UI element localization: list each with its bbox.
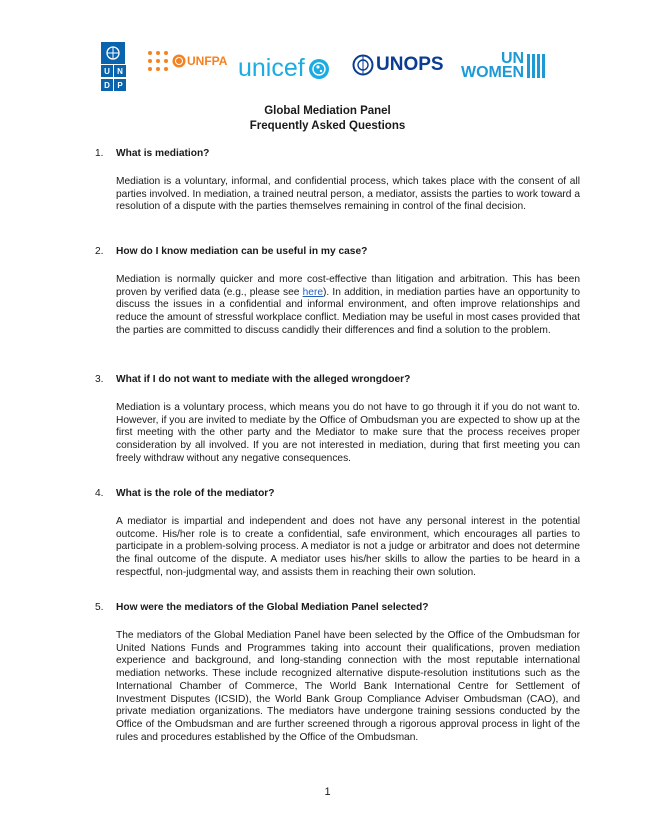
logo-row: [0, 38, 655, 94]
faq-answer: [116, 274, 580, 338]
faq-question: How do I know mediation can be useful in my case?: [116, 246, 368, 257]
unops-logo: [352, 54, 444, 76]
document-subtitle: Frequently Asked Questions: [249, 120, 406, 132]
faq-answer: Mediation is a voluntary, informal, and confidential process, which takes place with the consent of all parties involved. In mediation, a trained neutral person, a mediator, assists the parties to work toward a resolution of a dispute with the parties themselves remaining in control of the final decision.: [116, 176, 580, 213]
undp-letter: N: [117, 66, 123, 76]
un-emblem-icon: [172, 54, 186, 68]
faq-number: 5.: [95, 602, 104, 613]
faq-question: What is the role of the mediator?: [116, 488, 275, 499]
unfpa-wordmark: UNFPA: [187, 54, 228, 68]
faq-question: How were the mediators of the Global Mediation Panel selected?: [116, 602, 429, 613]
faq-number: 2.: [95, 246, 104, 257]
faq-answer: Mediation is a voluntary process, which means you do not have to go through it if you do not want to. However, if you are invited to mediate by the Office of Ombudsman you are expected to show up at the first meeting with the other party and the Mediator to make sure that the process receives proper consideration by all involved. If you are not interested in mediation, during that first meeting you can freely withdraw without any negative consequences.: [116, 402, 580, 464]
unfpa-dots-icon: [147, 50, 169, 72]
faq-answer-text: Mediation is normally quicker and more cost-effective than litigation and arbitration. This has been proven by verified data (e.g., please see: [116, 274, 580, 298]
faq-item: [95, 488, 580, 588]
unwomen-emblem-icon: [527, 52, 545, 80]
faq-item: [95, 374, 580, 474]
un-emblem-icon: [352, 54, 374, 76]
undp-letter: U: [104, 66, 110, 76]
unicef-wordmark: unicef: [238, 54, 305, 82]
document-title: Global Mediation Panel: [264, 105, 391, 117]
unwomen-wordmark-line2: WOMEN: [461, 64, 525, 81]
faq-number: 4.: [95, 488, 104, 499]
unwomen-wordmark-line1: UN: [501, 50, 525, 67]
undp-letter: P: [117, 80, 123, 90]
faq-number: 3.: [95, 374, 104, 385]
page-number: 1: [324, 786, 331, 798]
un-emblem-icon: [101, 42, 125, 64]
faq-answer-text: ). In addition, in mediation parties have an opportunity to discuss the issues in a confidential and informal environment, and often improve relationships and reduce the amount of stressful workplace conflict. Mediation may be useful in most cases provided that the parties are committed to discuss candidly their differences and find a solution to the problem.: [116, 286, 580, 336]
unicef-emblem-icon: [308, 58, 330, 80]
faq-question: What is mediation?: [116, 148, 210, 159]
faq-item: [95, 148, 580, 233]
unwomen-logo: [461, 52, 545, 80]
faq-item: [95, 602, 580, 767]
document-header: [0, 104, 655, 134]
faq-number: 1.: [95, 148, 104, 159]
faq-item: [95, 246, 580, 361]
faq-answer: The mediators of the Global Mediation Panel have been selected by the Office of the Ombudsman for United Nations Funds and Programmes taking into account their qualifications, proven mediation experience and background, and long-standing connection with the most reputable international mediation networks. These include recognized alternative dispute-resolution institutions such as the International Chamber of Commerce, The World Bank International Centre for Settlement of Investment Disputes (ICSID), the World Bank Group Compliance Adviser Ombudsman (CAO), and private mediation organizations. The mediators have undergone training sessions conducted by the Office of the Ombudsman and are further screened through a rigorous approval process in light of the rules and procedures established by the Office of the Ombudsman.: [116, 630, 580, 743]
here-link[interactable]: here: [302, 286, 323, 298]
unicef-logo: [238, 54, 330, 83]
unops-wordmark: UNOPS: [376, 54, 444, 75]
unfpa-logo: [147, 50, 227, 72]
undp-logo: [101, 42, 127, 92]
undp-letter: D: [104, 80, 110, 90]
faq-question: What if I do not want to mediate with the alleged wrongdoer?: [116, 374, 411, 385]
faq-answer: A mediator is impartial and independent and does not have any personal interest in the potential outcome. His/her role is to create a confidential, safe environment, which encourages all parties to participate in a problem-solving process. A mediator is not a judge or arbitrator and does not determine the final outcome of the dispute. A mediator uses his/her skills to allow the parties to be heard in a respectful, non-judgmental way, and assists them in reaching their own solution.: [116, 516, 580, 578]
